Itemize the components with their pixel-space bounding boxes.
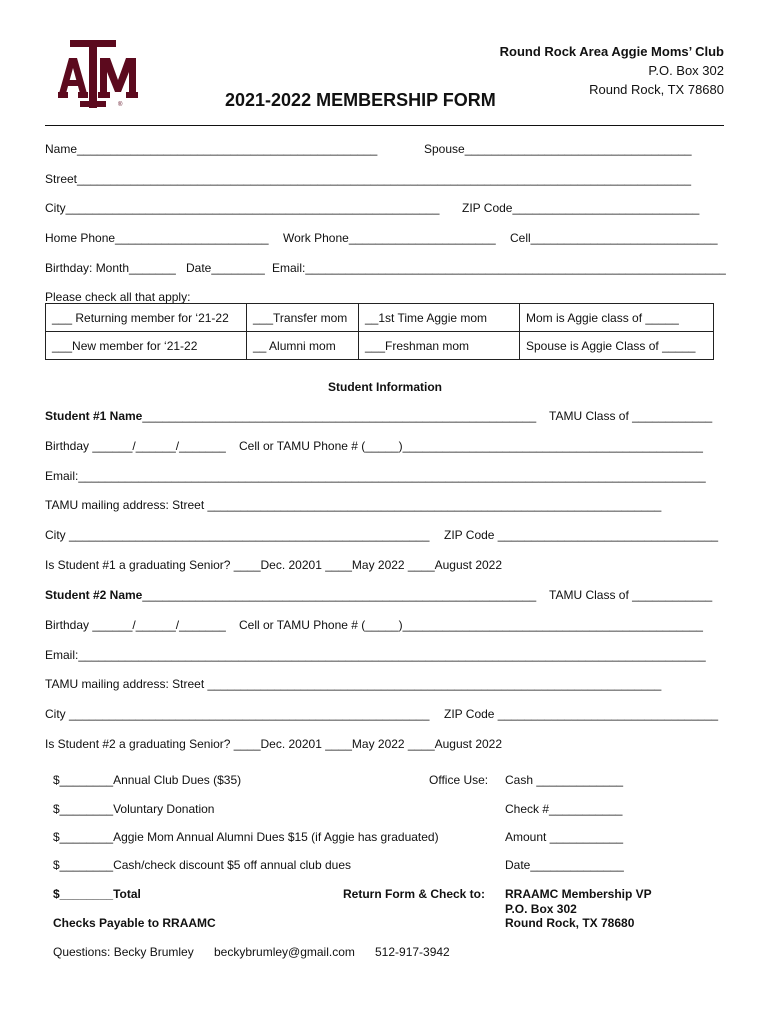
total-field[interactable]: $________Total [53, 887, 141, 901]
checks-payable: Checks Payable to RRAAMC [53, 916, 216, 930]
spouse-aggie-class-option[interactable]: Spouse is Aggie Class of _____ [520, 332, 714, 360]
student1-email-field[interactable]: Email:______________________________________________________________________________________________ [45, 469, 706, 483]
questions-contact: Questions: Becky Brumley [53, 945, 194, 959]
student2-mailing-field[interactable]: TAMU mailing address: Street ____________________________________________________________________ [45, 677, 662, 691]
student1-name-label: Student #1 Name [45, 409, 143, 423]
email-field[interactable]: Email:_______________________________________________________________ [272, 261, 726, 275]
office-use-label: Office Use: [429, 773, 489, 787]
discount-field[interactable]: $________Cash/check discount $5 off annual club dues [53, 858, 352, 872]
form-title: 2021-2022 MEMBERSHIP FORM [225, 90, 496, 110]
office-date-field[interactable]: Date______________ [505, 858, 624, 872]
returning-member-option[interactable]: ___ Returning member for ‘21-22 [46, 304, 247, 332]
birthday-month-field[interactable]: Birthday: Month_______ [45, 261, 176, 275]
org-name: Round Rock Area Aggie Moms’ Club [499, 44, 724, 59]
org-box: P.O. Box 302 [648, 63, 724, 78]
student1-name-line: ___________________________________________________________ [142, 409, 537, 423]
work-phone-field[interactable]: Work Phone______________________ [283, 231, 496, 245]
student1-birthday-field[interactable]: Birthday ______/______/_______ [45, 439, 226, 453]
check-all-prompt: Please check all that apply: [45, 290, 191, 304]
table-row [46, 304, 714, 332]
student1-graduating-field[interactable]: Is Student #1 a graduating Senior? ____Dec. 20201 ____May 2022 ____August 2022 [45, 558, 503, 572]
student2-class-field[interactable]: TAMU Class of ____________ [549, 588, 713, 602]
student2-name-line: ___________________________________________________________ [142, 588, 537, 602]
student-info-heading: Student Information [328, 380, 442, 394]
new-member-option[interactable]: ___New member for ‘21-22 [46, 332, 247, 360]
student1-zip-field[interactable]: ZIP Code _________________________________ [444, 528, 719, 542]
birthday-date-field[interactable]: Date________ [186, 261, 265, 275]
org-city: Round Rock, TX 78680 [589, 82, 724, 97]
student1-mailing-field[interactable]: TAMU mailing address: Street ____________________________________________________________________ [45, 498, 662, 512]
table-row [46, 332, 714, 360]
office-cash-field[interactable]: Cash _____________ [505, 773, 624, 787]
office-check-field[interactable]: Check #___________ [505, 802, 623, 816]
student1-city-field[interactable]: City ______________________________________________________ [45, 528, 430, 542]
street-field[interactable]: Street____________________________________________________________________________________________ [45, 172, 692, 186]
registered-mark: ® [118, 102, 123, 108]
donation-field[interactable]: $________Voluntary Donation [53, 802, 215, 816]
aggie-logo [58, 40, 142, 108]
office-amount-field[interactable]: Amount ___________ [505, 830, 624, 844]
city-field[interactable]: City________________________________________________________ [45, 201, 440, 215]
contact-email: beckybrumley@gmail.com [214, 945, 355, 959]
membership-type-table [45, 303, 714, 360]
contact-phone: 512-917-3942 [375, 945, 450, 959]
alumni-dues-field[interactable]: $________Aggie Mom Annual Alumni Dues $15 (if Aggie has graduated) [53, 830, 439, 844]
student2-name-label: Student #2 Name [45, 588, 143, 602]
transfer-mom-option[interactable]: ___Transfer mom [247, 304, 359, 332]
title-divider [45, 125, 724, 126]
student2-city-field[interactable]: City ______________________________________________________ [45, 707, 430, 721]
name-field[interactable]: Name_____________________________________________ [45, 142, 378, 156]
home-phone-field[interactable]: Home Phone_______________________ [45, 231, 269, 245]
spouse-field[interactable]: Spouse__________________________________ [424, 142, 692, 156]
student2-email-field[interactable]: Email:______________________________________________________________________________________________ [45, 648, 706, 662]
freshman-mom-option[interactable]: ___Freshman mom [359, 332, 520, 360]
student2-graduating-field[interactable]: Is Student #2 a graduating Senior? ____Dec. 20201 ____May 2022 ____August 2022 [45, 737, 503, 751]
student2-name-field[interactable] [45, 588, 536, 602]
return-address-line-3: Round Rock, TX 78680 [505, 916, 635, 930]
student1-phone-field[interactable]: Cell or TAMU Phone # (_____)_____________________________________________ [239, 439, 703, 453]
student1-name-field[interactable] [45, 409, 536, 423]
mom-aggie-class-option[interactable]: Mom is Aggie class of _____ [520, 304, 714, 332]
student2-zip-field[interactable]: ZIP Code _________________________________ [444, 707, 719, 721]
cell-field[interactable]: Cell____________________________ [510, 231, 718, 245]
alumni-mom-option[interactable]: __ Alumni mom [247, 332, 359, 360]
zip-field[interactable]: ZIP Code____________________________ [462, 201, 700, 215]
return-label: Return Form & Check to: [343, 887, 486, 901]
annual-dues-field[interactable]: $________Annual Club Dues ($35) [53, 773, 242, 787]
student2-birthday-field[interactable]: Birthday ______/______/_______ [45, 618, 226, 632]
first-time-aggie-mom-option[interactable]: __1st Time Aggie mom [359, 304, 520, 332]
return-address-line-1: RRAAMC Membership VP [505, 887, 652, 901]
student2-phone-field[interactable]: Cell or TAMU Phone # (_____)_____________________________________________ [239, 618, 703, 632]
student1-class-field[interactable]: TAMU Class of ____________ [549, 409, 713, 423]
return-address-line-2: P.O. Box 302 [505, 902, 577, 916]
